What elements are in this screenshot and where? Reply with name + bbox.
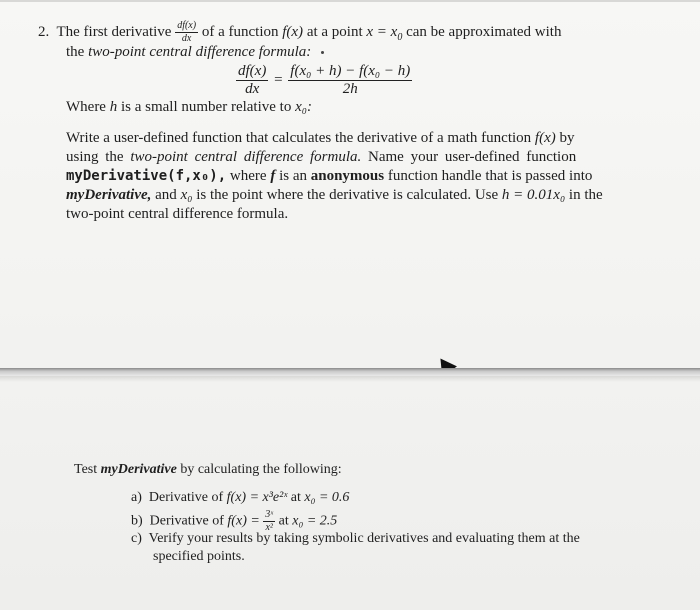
task-text-3d: is an [279,168,307,184]
item-b-at: at [278,513,289,529]
item-label-b: b) [131,513,143,529]
lhs-denominator: dx [245,81,260,97]
task-text-5: two-point central difference formula. [66,206,289,222]
task-line-2 [66,149,576,166]
lhs-numerator: df(x) [238,63,267,79]
subscript-zero: 0 [397,31,403,43]
task-text-4f: in the [568,187,603,203]
item-b-denominator: x² [265,522,273,533]
the-word: the [66,44,85,60]
task-fx: f(x) [534,130,556,146]
h-definition: h = 0.01x₀ [501,187,566,203]
where-word: Where [66,99,106,115]
test-item-b [131,510,337,533]
formula-lhs [236,64,268,97]
where-text: is a small number relative to [120,99,292,115]
item-label-c: c) [131,531,142,546]
task-method: two-point central difference formula. [130,149,362,165]
item-b-point: x₀ = 2.5 [292,513,338,529]
page-divider [0,368,700,376]
dfdx-fraction [175,21,198,44]
problem-line-2 [66,44,324,61]
item-a-point: x₀ = 0.6 [304,490,350,505]
task-text-3f: function handle that is passed into [387,168,593,184]
item-a-at: at [290,490,301,505]
rhs-denominator: 2h [342,81,358,97]
task-line-4 [66,187,603,204]
anonymous-word: anonymous [310,168,385,184]
item-a-text: Derivative of [148,490,224,505]
item-b-text: Derivative of [149,513,224,529]
task-text-2c: Name your user-defined function [368,149,577,165]
central-difference-formula [236,64,412,97]
item-label-a: a) [131,490,142,505]
task-text-3b: where [229,168,267,184]
task-text-2a: using the [66,149,124,165]
intro-text-c: at a point [306,23,363,40]
item-b-numerator: 3ˣ [265,509,274,520]
where-h-line [66,99,312,116]
test-word: Test [74,462,98,477]
top-edge [0,0,700,2]
test-intro-text: by calculating the following: [180,462,342,477]
h-symbol: h [109,99,118,115]
task-text-1c: by [559,130,575,146]
dfdx-denominator: dx [181,33,192,44]
problem-number: 2. [38,23,50,40]
formula-rhs [288,64,412,97]
function-name: myDerivative, [66,187,152,203]
task-line-3 [66,168,592,185]
task-text-4d: is the point where the derivative is calculated. Use [196,187,499,203]
problem-line-1 [38,21,561,44]
item-c-line-2: specified points. [153,549,245,564]
function-signature: myDerivative(f,x₀), [66,168,227,184]
item-c-line-1: Verify your results by taking symbolic derivatives and evaluating them at the [148,531,580,546]
dfdx-numerator: df(x) [177,20,197,31]
method-name: two-point central difference formula: [88,44,312,60]
x0-symbol: x₀: [295,99,312,115]
x-equals: x = x [366,23,398,40]
item-b-fraction [263,510,275,533]
intro-text: The first derivative [56,23,172,40]
intro-text-d: can be approximated with [406,23,562,40]
item-a-expression: f(x) = x³e²ˣ [226,490,288,505]
test-item-c-continued [153,549,245,565]
x0-symbol-2: x₀ [180,187,193,203]
rhs-numerator: f(x₀ + h) − f(x₀ − h) [290,63,411,79]
task-text-4b: and [155,187,177,203]
test-item-a [131,490,349,506]
formula-equals: = [274,71,283,88]
test-item-c [131,531,580,547]
fx-symbol: f(x) [282,23,304,40]
task-line-1 [66,130,574,147]
intro-text-b: of a function [201,23,279,40]
stray-dot [321,51,324,54]
test-function-name: myDerivative [100,462,177,477]
test-intro [74,462,342,478]
f-symbol: f [270,168,276,184]
task-line-5 [66,206,288,223]
item-b-expression: f(x) = [227,513,260,529]
task-text-1a: Write a user-defined function that calculates the derivative of a math function [66,130,532,146]
divider-shadow [0,376,700,382]
